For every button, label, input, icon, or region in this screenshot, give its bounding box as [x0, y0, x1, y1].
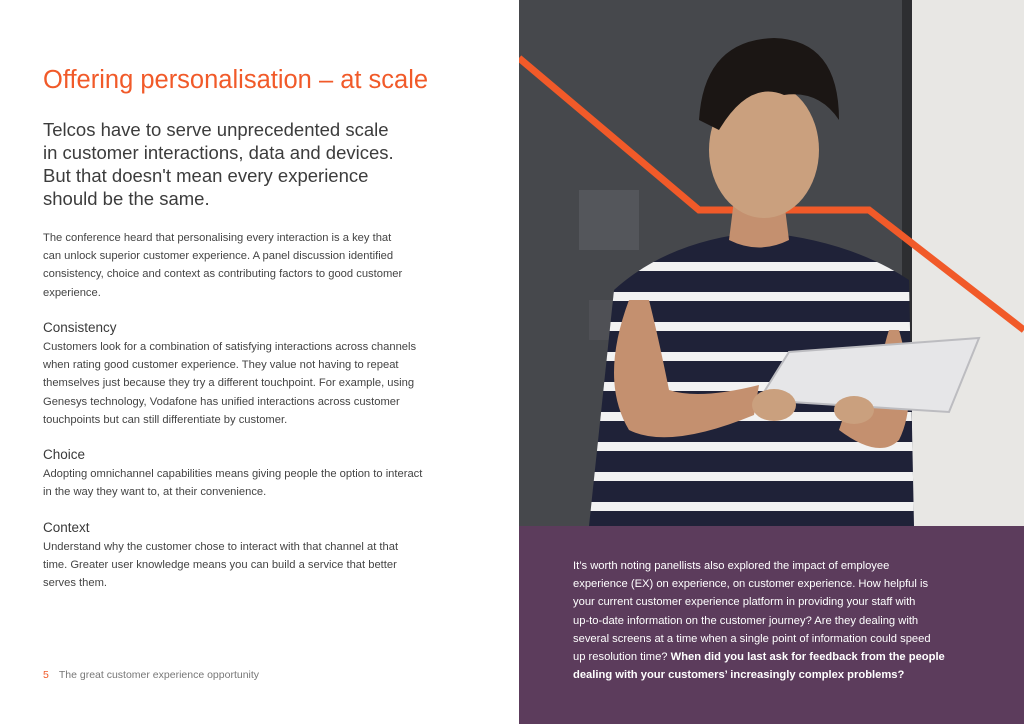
callout-line — [573, 666, 993, 684]
body-line: serves them. — [43, 577, 108, 590]
body-line: themselves just because they try a different touchpoint. For example, using — [43, 377, 415, 390]
lead-line: experience. — [43, 286, 101, 299]
page-footer — [43, 669, 259, 681]
callout-line — [573, 648, 993, 666]
body-line: touchpoints but can still differentiate by customer. — [43, 413, 288, 426]
lead-paragraph — [43, 229, 463, 302]
intro-line: should be the same. — [43, 188, 210, 209]
intro-line: Telcos have to serve unprecedented scale — [43, 119, 389, 140]
section-heading: Consistency — [43, 320, 117, 335]
hero-photo — [519, 0, 1024, 526]
body-line: Customers look for a combination of satisfying interactions across channels — [43, 341, 417, 353]
intro-line: But that doesn't mean every experience — [43, 165, 369, 186]
callout-line: It’s worth noting panellists also explored the impact of employee — [573, 560, 890, 572]
footer-text: The great customer experience opportunity — [58, 669, 260, 681]
intro-line: in customer interactions, data and devices. — [43, 142, 394, 163]
lead-line: The conference heard that personalising every interaction is a key that — [43, 232, 392, 244]
callout-text — [573, 557, 993, 684]
section-consistency — [43, 319, 483, 429]
body-line: Genesys technology, Vodafone has unified interactions across customer — [43, 395, 400, 408]
callout-line: several screens at a time when a single point of information could speed — [573, 632, 931, 645]
lead-line: can unlock superior customer experience. A panel discussion identified — [43, 250, 394, 263]
section-context — [43, 519, 483, 593]
woman-with-tablet-illustration — [519, 0, 1024, 526]
section-body — [43, 338, 483, 429]
callout-line: experience (EX) on experience, on customer experience. How helpful is — [573, 578, 929, 591]
section-choice — [43, 446, 483, 501]
body-line: when rating good customer experience. They value not having to repeat — [43, 359, 399, 372]
page-title: Offering personalisation – at scale — [43, 66, 429, 94]
section-heading: Choice — [43, 447, 86, 462]
callout-bold: dealing with your customers’ increasingly complex problems? — [573, 669, 905, 682]
body-line: time. Greater user knowledge means you can build a service that better — [43, 559, 397, 572]
callout-bold: When did you last ask for feedback from the people — [670, 651, 945, 664]
section-body — [43, 465, 483, 501]
callout-panel — [519, 526, 1024, 724]
section-body — [43, 538, 483, 593]
callout-line: up-to-date information on the customer journey? Are they dealing with — [573, 614, 919, 627]
section-heading: Context — [43, 520, 90, 535]
body-line: Adopting omnichannel capabilities means giving people the option to interact — [43, 468, 423, 480]
callout-line: your current customer experience platform in providing your staff with — [573, 596, 916, 609]
callout-plain: up resolution time? — [573, 651, 671, 664]
lead-line: consistency, choice and context as contributing factors to good customer — [43, 268, 403, 281]
body-line: Understand why the customer chose to interact with that channel at that — [43, 541, 399, 553]
page-number: 5 — [43, 669, 49, 681]
intro-text — [43, 118, 443, 210]
body-line: in the way they want to, at their convenience. — [43, 486, 267, 499]
